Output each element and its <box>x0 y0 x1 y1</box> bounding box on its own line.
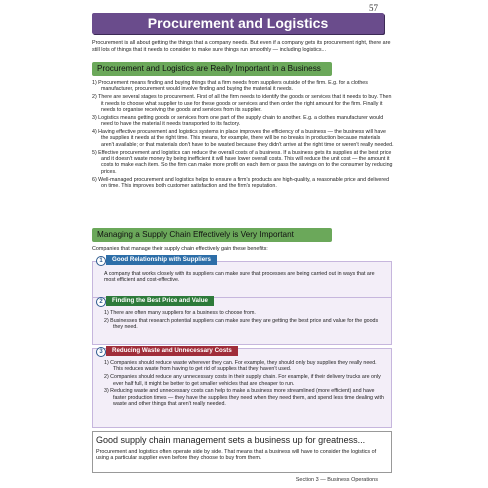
benefit-text <box>104 271 384 285</box>
number-badge: 3 <box>96 347 106 357</box>
summary-text: Procurement and logistics often operate side by side. That means that a business will have to consider the logistics of using a particular supplier even before they choose to buy from them. <box>96 449 377 462</box>
list-item: 3) Reducing waste and unnecessary costs can help to make a business more streamlined (more efficient) and have faster production times — they have the supplies they need when they need them, and spend less time dealing with waste and other things that aren't really needed. <box>104 388 384 408</box>
list-item: 1) Procurement means finding and buying things that a firm needs from suppliers outside of the firm. E.g. for a clothes manufacturer, procurement would involve finding and buying the material it needs. <box>92 80 368 93</box>
page-title: Procurement and Logistics <box>147 15 329 31</box>
list-item: 6) Well-managed procurement and logistics helps to ensure a firm's products are high-quality, a reasonable price and delivered on time. This improves both customer satisfaction and the firm's reputation. <box>92 176 390 190</box>
benefit-title: Good Relationship with Suppliers <box>106 255 217 265</box>
list-item: 5) Effective procurement and logistics can reduce the overall costs of a business. If a business gets its supplies at the best price and it doesn't waste money by being inefficient it will have lower overall costs. This will reduce the unit cost — the amount it costs to make each item. So the firm can make more profit on each item or pass the savings on to the consumer by reducing prices. <box>92 149 393 175</box>
benefit-text <box>104 360 386 409</box>
section-heading-supply-chain <box>92 228 332 242</box>
section-heading-text: Procurement and Logistics are Really Important in a Business <box>97 64 321 73</box>
list-item: 2) Companies should reduce any unnecessary costs in their supply chain. For example, if their delivery trucks are only ever half full, it might be better to get smaller vehicles that are cheaper to run. <box>104 374 381 387</box>
section-heading-text: Managing a Supply Chain Effectively is Very Important <box>97 230 294 239</box>
intro-paragraph: Procurement is all about getting the things that a company needs. But even if a company gets its procurement right, there are still lots of things that it needs to consider to make sure things run smoothly — including logistics... <box>92 40 391 53</box>
section-heading-procurement <box>92 62 332 76</box>
number-badge: 1 <box>96 256 106 266</box>
page-title-banner <box>92 13 384 34</box>
list-item: 2) Businesses that research potential suppliers can make sure they are getting the best price and value for the goods they need. <box>104 317 379 331</box>
list-item: 1) Companies should reduce waste wherever they can. For example, they should only buy supplies they really need. This reduces waste from having to get rid of supplies that they haven't used. <box>104 360 377 373</box>
supply-chain-intro: Companies that manage their supply chain effectively gain these benefits: <box>92 246 268 252</box>
summary-title: Good supply chain management sets a business up for greatness... <box>96 435 366 445</box>
list-item: 4) Having effective procurement and logistics systems in place improves the efficiency of a business — the business will have the supplies it needs at the right time. This means, for example, there will be no breaks in production because materials aren't available; or that materials don't have to be wasted because they didn't arrive at the right time or weren't really needed. <box>92 129 394 148</box>
list-item: 3) Logistics means getting goods or services from one part of the supply chain to another. E.g. a clothes manufacturer would need to have the material it needs transported to its factory. <box>92 114 384 128</box>
benefit-text <box>104 310 384 332</box>
benefit-title: Finding the Best Price and Value <box>106 296 214 306</box>
list-item: 2) There are several stages to procurement. First of all the firm needs to identify the goods or services that it needs to buy. Then it needs to choose what supplier to use for these goods or services and then order the right amount for the firm. Finally it needs to organise receiving the goods and services from its supplier. <box>92 94 392 114</box>
benefit-title: Reducing Waste and Unnecessary Costs <box>106 346 238 356</box>
list-item: 1) There are often many suppliers for a business to choose from. <box>104 310 256 316</box>
procurement-list <box>92 80 394 191</box>
list-item: A company that works closely with its suppliers can make sure that processes are being carried out in ways that are most efficient and cost-effective. <box>104 271 375 284</box>
page-footer: Section 3 — Business Operations <box>295 477 378 483</box>
number-badge: 2 <box>96 297 106 307</box>
page-number: 57 <box>369 3 378 13</box>
